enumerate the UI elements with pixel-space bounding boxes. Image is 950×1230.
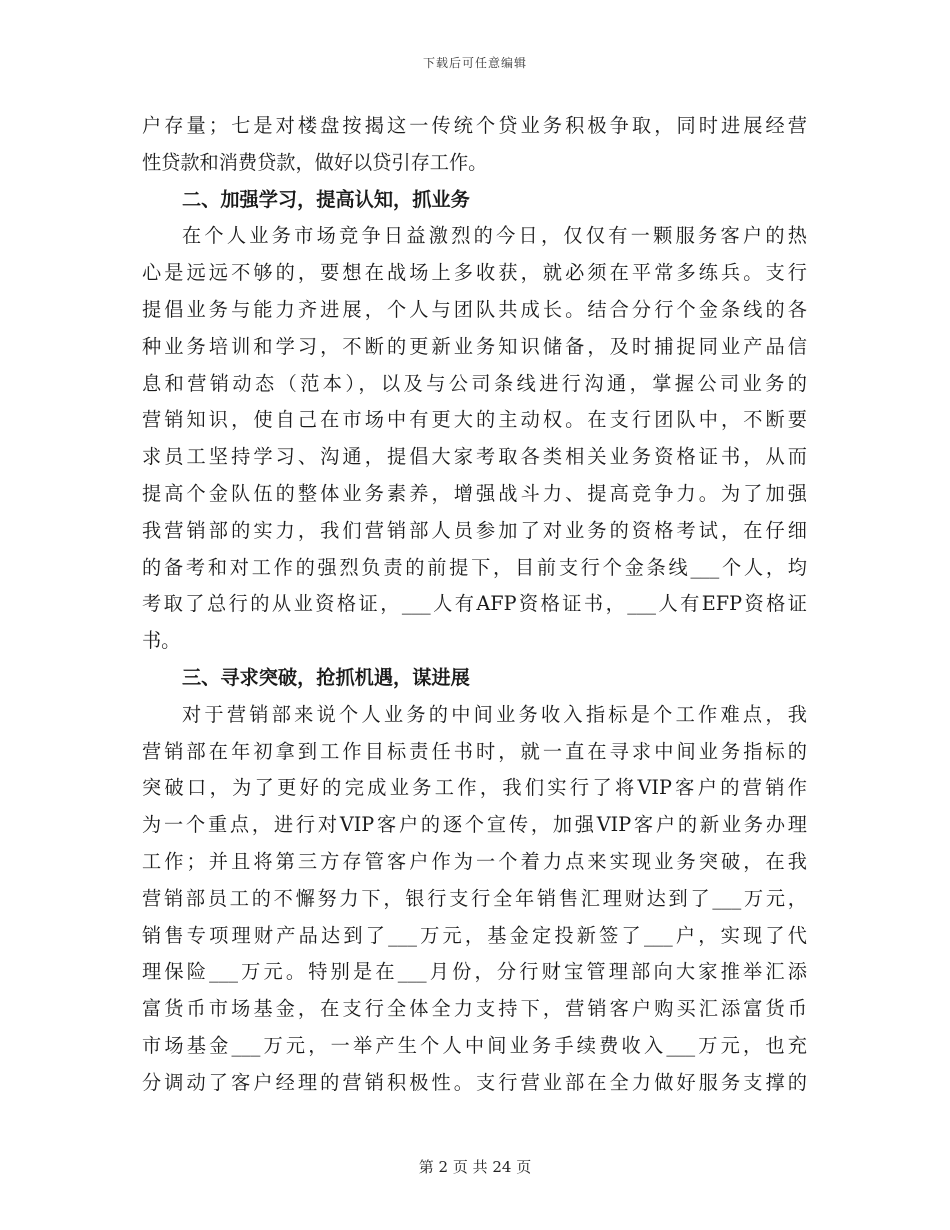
page-footer: 第 2 页 共 24 页: [418, 1158, 532, 1176]
text-line: 我营销部的实力，我们营销部人员参加了对业务的资格考试，在仔细: [142, 518, 807, 542]
text-line: 提高个金队伍的整体业务素养，增强战斗力、提高竞争力。为了加强: [142, 481, 807, 505]
text-line: 营销部在年初拿到工作目标责任书时，就一直在寻求中间业务指标的: [142, 739, 807, 763]
text-line: 分调动了客户经理的营销积极性。支行营业部在全力做好服务支撑的: [142, 1070, 807, 1094]
text-line: 户存量；七是对楼盘按揭这一传统个贷业务积极争取，同时进展经营: [142, 114, 807, 137]
text-line: 种业务培训和学习，不断的更新业务知识储备，及时捕捉同业产品信: [142, 334, 807, 358]
text-line: 的备考和对工作的强烈负责的前提下，目前支行个金条线___个人，均: [142, 555, 807, 579]
text-line: 富货币市场基金，在支行全体全力支持下，营销客户购买汇添富货币: [142, 997, 807, 1021]
section-heading-3: 三、寻求突破，抢抓机遇，谋进展: [182, 665, 470, 689]
text-line: 书。: [142, 629, 181, 653]
document-body: [142, 108, 807, 1102]
page-header: 下载后可任意编辑: [422, 56, 527, 70]
text-line: 提倡业务与能力齐进展，个人与团队共成长。结合分行个金条线的各: [142, 297, 807, 321]
text-line: 心是远远不够的，要想在战场上多收获，就必须在平常多练兵。支行: [142, 261, 807, 285]
text-line: 营销部员工的不懈努力下，银行支行全年销售汇理财达到了___万元，: [142, 886, 807, 910]
paragraph-3: [142, 697, 807, 1102]
text-line: 求员工坚持学习、沟通，提倡大家考取各类相关业务资格证书，从而: [142, 445, 807, 469]
text-line: 考取了总行的从业资格证，___人有AFP资格证书，___人有EFP资格证: [142, 592, 807, 616]
text-line: 为一个重点，进行对VIP客户的逐个宣传，加强VIP客户的新业务办理: [142, 813, 807, 837]
section-heading-2: 二、加强学习，提高认知，抓业务: [182, 187, 470, 211]
text-line: 性贷款和消费贷款，做好以贷引存工作。: [142, 150, 488, 174]
text-line: 营销知识，使自己在市场中有更大的主动权。在支行团队中，不断要: [142, 408, 807, 432]
text-line: 息和营销动态（范本），以及与公司条线进行沟通，掌握公司业务的: [142, 371, 807, 395]
text-line: 市场基金___万元，一举产生个人中间业务手续费收入___万元，也充: [142, 1033, 807, 1057]
text-line: 工作；并且将第三方存管客户作为一个着力点来实现业务突破，在我: [142, 849, 807, 873]
paragraph-1: [142, 108, 807, 182]
text-line: 突破口，为了更好的完成业务工作，我们实行了将VIP客户的营销作: [142, 776, 807, 800]
paragraph-2: [142, 218, 807, 660]
text-line: 对于营销部来说个人业务的中间业务收入指标是个工作难点，我: [182, 702, 807, 726]
text-line: 理保险___万元。特别是在___月份，分行财宝管理部向大家推举汇添: [142, 960, 807, 984]
text-line: 在个人业务市场竞争日益激烈的今日，仅仅有一颗服务客户的热: [182, 224, 807, 248]
text-line: 销售专项理财产品达到了___万元，基金定投新签了___户，实现了代: [142, 923, 807, 947]
